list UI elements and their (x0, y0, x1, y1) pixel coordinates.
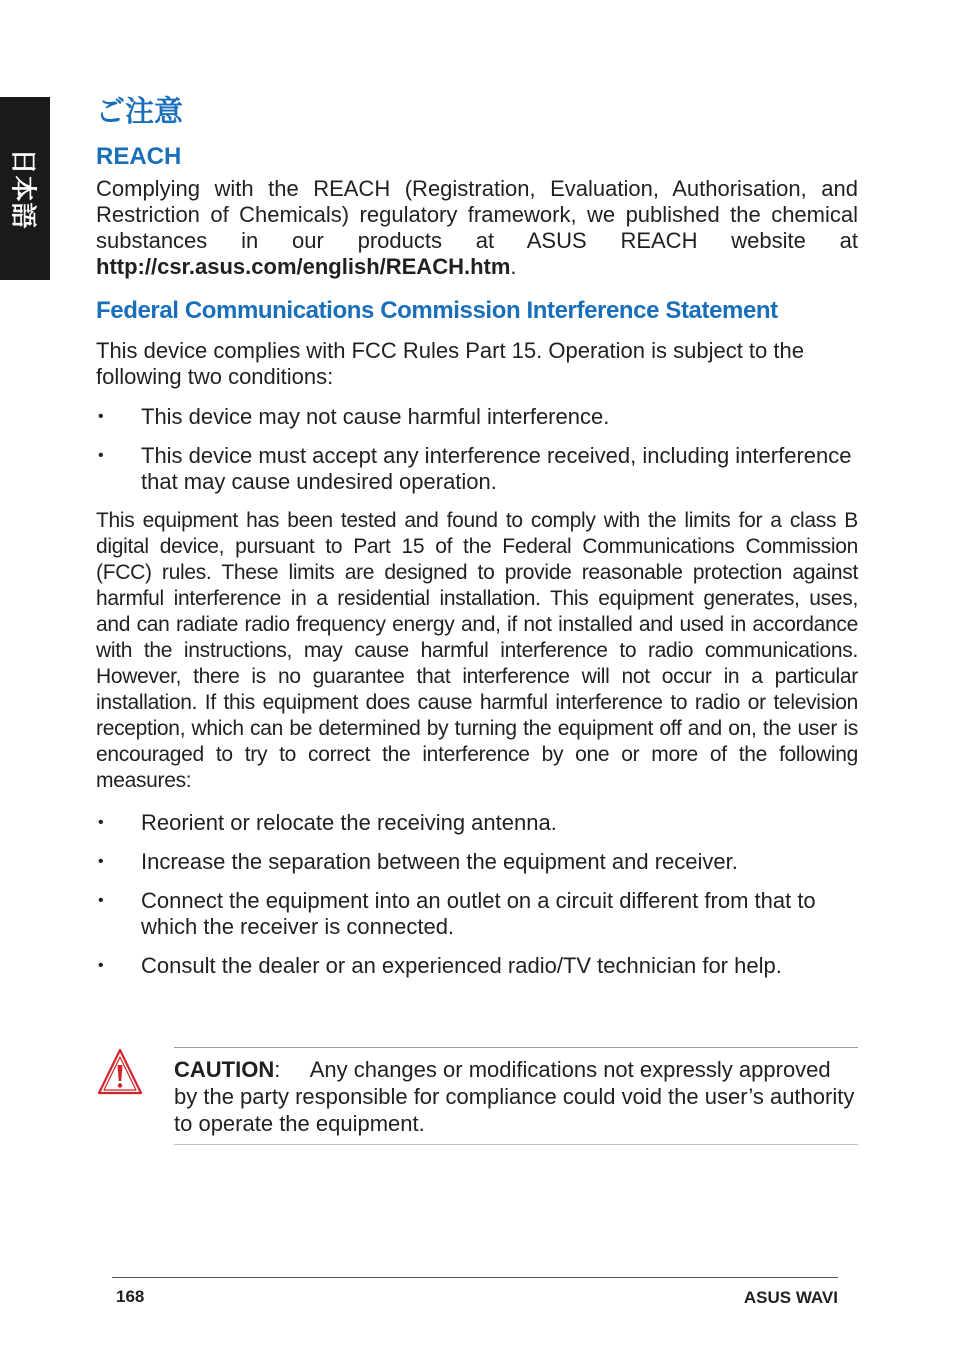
caution-box (174, 1047, 858, 1145)
fcc-body-paragraph: This equipment has been tested and found to comply with the limits for a class B digital device, pursuant to Part 15 of the Federal Communications Commission (FCC) rules. These limits are designed to provide reasonable protection against harmful interference in a residential installation. This equipment generates, uses, and can radiate radio frequency energy and, if not installed and used in accordance with the instructions, may cause harmful interference to radio communications. However, there is no guarantee that interference will not occur in a particular installation. If this equipment does cause harmful interference to radio or television reception, which can be determined by turning the equipment off and on, the user is encouraged to try to correct the interference by one or more of the following measures: (96, 509, 858, 792)
caution-paragraph (174, 1056, 858, 1137)
japanese-title: ご注意 (96, 94, 184, 128)
list-item (96, 810, 858, 836)
caution-label: CAUTION (174, 1057, 275, 1082)
bullet-icon: • (98, 447, 104, 464)
main-content (96, 90, 858, 992)
list-item (96, 953, 858, 979)
list-item (96, 404, 858, 430)
reach-paragraph (96, 176, 858, 280)
fcc-conditions-list (96, 404, 858, 495)
caution-text: Any changes or modifications not expressly approved by the party responsible for compliance could void the user’s authority to operate the equipment. (174, 1057, 855, 1136)
reach-heading: REACH (96, 143, 182, 170)
reach-url-link[interactable]: http://csr.asus.com/english/REACH.htm (96, 254, 511, 279)
footer-divider (112, 1277, 838, 1278)
reach-period: . (510, 254, 517, 279)
product-name: ASUS WAVI (743, 1288, 838, 1307)
fcc-heading: Federal Communications Commission Interference Statement (96, 297, 778, 324)
bullet-icon: • (98, 853, 104, 870)
fcc-measures-list (96, 810, 858, 979)
warning-triangle-icon (96, 1047, 144, 1097)
list-item (96, 888, 858, 940)
condition-text: This device may not cause harmful interference. (141, 404, 610, 429)
measure-text: Connect the equipment into an outlet on a circuit different from that to which the receiver is connected. (141, 888, 816, 939)
language-side-tab (0, 97, 50, 280)
bullet-icon: • (98, 957, 104, 974)
measure-text: Reorient or relocate the receiving antenna. (141, 810, 557, 835)
caution-separator: : (274, 1057, 281, 1082)
bullet-icon: • (98, 814, 104, 831)
bullet-icon: • (98, 892, 104, 909)
list-item (96, 849, 858, 875)
page-number: 168 (116, 1287, 145, 1306)
condition-text: This device must accept any interference received, including interference that may cause undesired operation. (141, 443, 852, 494)
fcc-intro-paragraph: This device complies with FCC Rules Part 15. Operation is subject to the following two conditions: (96, 338, 804, 389)
reach-body-text: Complying with the REACH (Registration, Evaluation, Authorisation, and Restriction of Chemicals) regulatory framework, we published the chemical substances in our products at ASUS REACH website at (96, 176, 858, 253)
measure-text: Consult the dealer or an experienced radio/TV technician for help. (141, 953, 782, 978)
caution-notice (96, 1047, 858, 1147)
language-tab-label: 日本語 (7, 147, 38, 230)
measure-text: Increase the separation between the equipment and receiver. (141, 849, 738, 874)
list-item (96, 443, 858, 495)
bullet-icon: • (98, 408, 104, 425)
